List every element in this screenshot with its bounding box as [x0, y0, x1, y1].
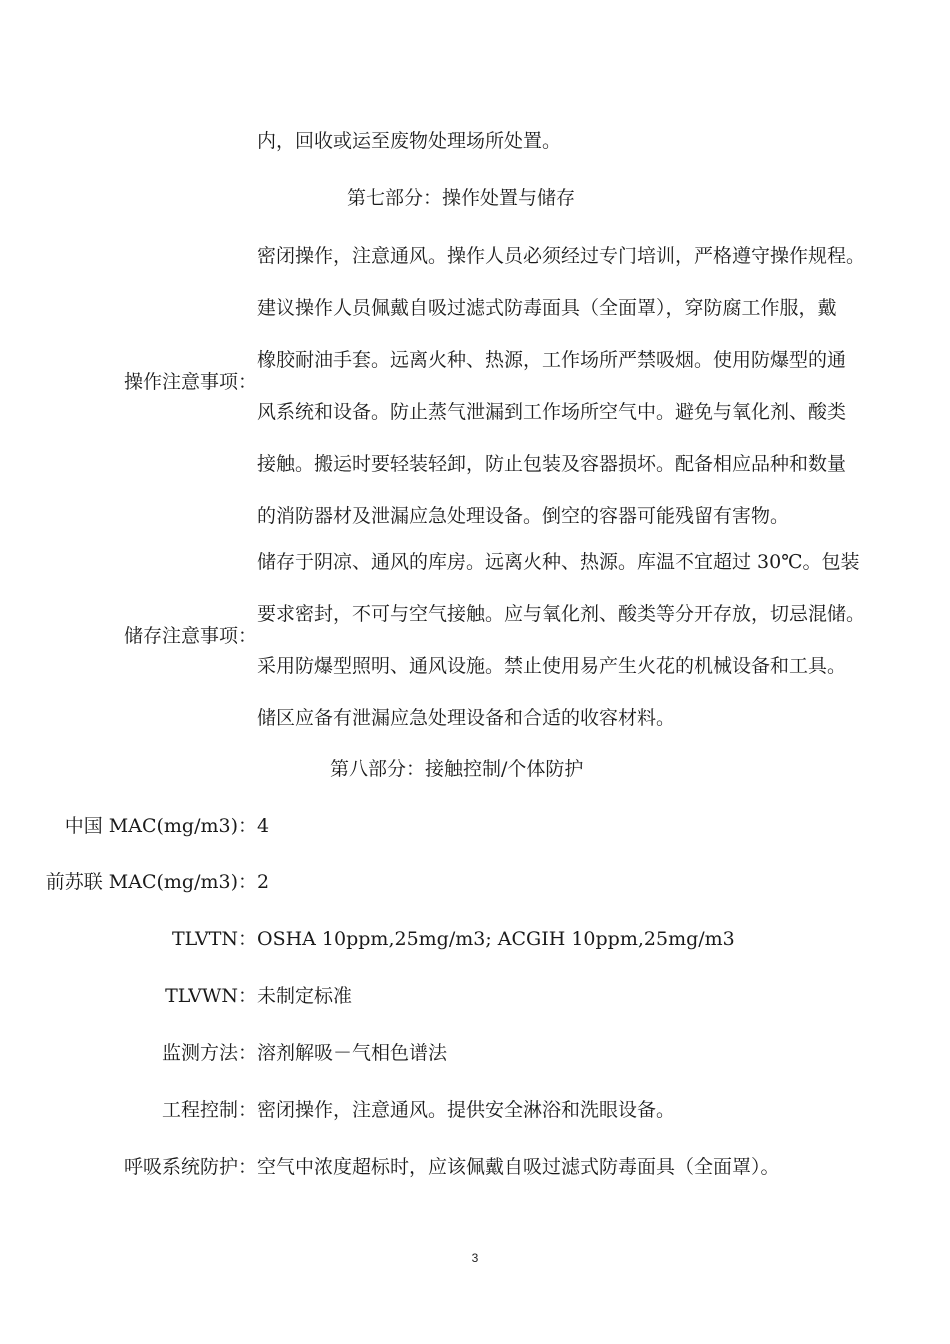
- paragraph-line: 橡胶耐油手套。远离火种、热源，工作场所严禁吸烟。使用防爆型的通: [257, 349, 847, 371]
- china-mac-row: [0, 813, 950, 839]
- field-value: 溶剂解吸－气相色谱法: [257, 1042, 448, 1064]
- storage-precautions-text: [257, 536, 921, 744]
- ussr-mac-row: [0, 869, 950, 895]
- field-label: 中国 MAC(mg/m3)：: [64, 815, 257, 837]
- paragraph-line: 密闭操作，注意通风。操作人员必须经过专门培训，严格遵守操作规程。: [257, 245, 866, 267]
- operation-precautions-text: [257, 230, 921, 542]
- page-number: 3: [471, 1251, 479, 1265]
- paragraph-line: 要求密封，不可与空气接触。应与氧化剂、酸类等分开存放，切忌混储。: [257, 603, 866, 625]
- monitoring-method-row: [0, 1040, 950, 1066]
- paragraph-line: 建议操作人员佩戴自吸过滤式防毒面具（全面罩），穿防腐工作服，戴: [257, 297, 837, 319]
- paragraph-line: 的消防器材及泄漏应急处理设备。倒空的容器可能残留有害物。: [257, 505, 790, 527]
- paragraph-line: 接触。搬运时要轻装轻卸，防止包装及容器损坏。配备相应品种和数量: [257, 453, 847, 475]
- field-label: TLVTN：: [171, 928, 257, 950]
- operation-precautions-label: 操作注意事项：: [123, 371, 257, 393]
- field-value: 密闭操作，注意通风。提供安全淋浴和洗眼设备。: [257, 1099, 676, 1121]
- section-8-title: 第八部分：接触控制/个体防护: [330, 758, 584, 780]
- field-label: 呼吸系统防护：: [123, 1156, 257, 1178]
- field-value: 4: [257, 815, 270, 837]
- tlvwn-row: [0, 983, 950, 1009]
- engineering-control-row: [0, 1097, 950, 1123]
- field-label: 工程控制：: [161, 1099, 257, 1121]
- field-label: 监测方法：: [161, 1042, 257, 1064]
- storage-precautions-label: 储存注意事项：: [123, 625, 257, 647]
- paragraph-line: 储存于阴凉、通风的库房。远离火种、热源。库温不宜超过 30℃。包装: [257, 551, 860, 573]
- field-value: 2: [257, 871, 270, 893]
- field-label: TLVWN：: [165, 985, 257, 1007]
- paragraph-line: 采用防爆型照明、通风设施。禁止使用易产生火花的机械设备和工具。: [257, 655, 847, 677]
- field-value: 未制定标准: [257, 985, 353, 1007]
- paragraph-line: 风系统和设备。防止蒸气泄漏到工作场所空气中。避免与氧化剂、酸类: [257, 401, 847, 423]
- respiratory-protection-row: [0, 1154, 950, 1180]
- section-7-title: 第七部分：操作处置与储存: [347, 187, 576, 209]
- paragraph-line: 储区应备有泄漏应急处理设备和合适的收容材料。: [257, 707, 676, 729]
- tlvtn-row: [0, 926, 950, 952]
- field-value: OSHA 10ppm,25mg/m3; ACGIH 10ppm,25mg/m3: [257, 928, 735, 950]
- continuation-text: 内，回收或运至废物处理场所处置。: [257, 130, 562, 152]
- field-label: 前苏联 MAC(mg/m3)：: [45, 871, 257, 893]
- field-value: 空气中浓度超标时，应该佩戴自吸过滤式防毒面具（全面罩）。: [257, 1156, 780, 1178]
